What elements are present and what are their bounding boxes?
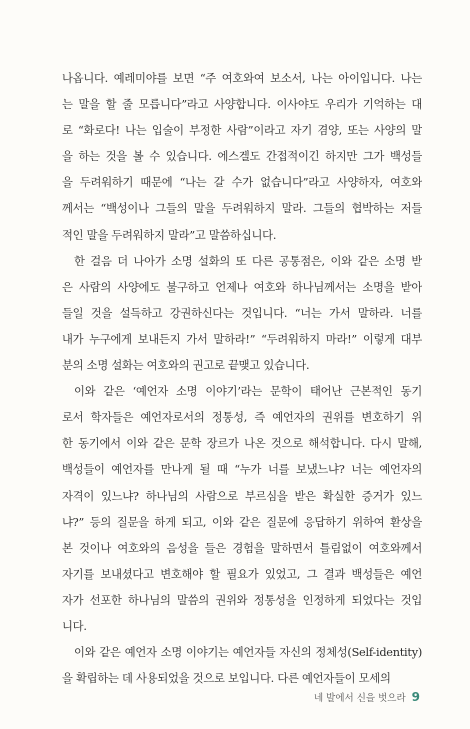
text-line: 들일 것을 설득하고 강권하신다는 것입니다. “너는 가서 말하라. 너를 (62, 306, 422, 320)
text-line: 한 동기에서 이와 같은 문학 장르가 나온 것으로 해석합니다. 다시 말해, (62, 437, 422, 451)
text-line: 내가 누구에게 보내든지 가서 말하라!” “두려워하지 마라!” 이렇게 대부 (62, 332, 422, 346)
text-line: 백성들이 예언자를 만나게 될 때 “누가 너를 보냈느냐? 너는 예언자의 (62, 463, 422, 477)
text-line: 로서 학자들은 예언자로서의 정통성, 즉 예언자의 권위를 변호하기 위 (62, 411, 422, 425)
text-line: 니다. (62, 619, 87, 633)
text-line: 한 걸음 더 나아가 소명 설화의 또 다른 공통점은, 이와 같은 소명 받 (74, 254, 422, 268)
text-line: 자가 선포한 하나님의 말씀의 권위와 정통성을 인정하게 되었다는 것입 (62, 593, 422, 607)
text-line: 는 말을 할 줄 모릅니다”라고 사양합니다. 이사야도 우리가 기억하는 대 (62, 98, 422, 112)
text-line: 본 것이나 여호와의 음성을 들은 경험을 말하면서 틀림없이 여호와께서 (62, 541, 422, 555)
running-title: 네 발에서 신을 벗으라 (313, 693, 406, 704)
page-footer (314, 690, 420, 704)
paragraph (62, 640, 422, 692)
text-line: 께서는 “백성이나 그들의 말을 두려워하지 말라. 그들의 협박하는 저들 (62, 202, 422, 216)
text-line: 이와 같은 예언자 소명 이야기는 예언자들 자신의 정체성(Self-identity) (74, 646, 422, 660)
text-line: 자기를 보내셨다고 변호해야 할 필요가 있었고, 그 결과 백성들은 예언 (62, 567, 422, 581)
text-line: 을 두려워하기 때문에 “나는 갈 수가 없습니다”라고 사양하자, 여호와 (62, 176, 422, 190)
text-line: 을 하는 것을 볼 수 있습니다. 에스겔도 간접적이긴 하지만 그가 백성들 (62, 150, 422, 164)
paragraph (62, 249, 422, 379)
text-line: 자격이 있느냐? 하나님의 사람으로 부르심을 받은 확실한 증거가 있느 (62, 489, 422, 503)
page-number: 9 (411, 690, 420, 704)
body-text (62, 66, 422, 692)
text-line: 이와 같은 ‘예언자 소명 이야기’라는 문학이 태어난 근본적인 동기 (74, 385, 422, 399)
text-line: 나옵니다. 예레미야를 보면 “주 여호와여 보소서, 나는 아이입니다. 나는 (62, 72, 422, 85)
text-line: 분의 소명 설화는 여호와의 권고로 끝맺고 있습니다. (62, 359, 310, 373)
text-line: 은 사람의 사양에도 불구하고 언제나 여호와 하나님께서는 소명을 받아 (62, 280, 422, 294)
text-line: 적인 말을 두려워하지 말라”고 말씀하십니다. (62, 228, 277, 242)
text-line: 냐?” 등의 질문을 하게 되고, 이와 같은 질문에 응답하기 위하여 환상을 (62, 515, 422, 529)
text-line: 로 “화로다! 나는 입술이 부정한 사람”이라고 자기 겸양, 또는 사양의 말 (62, 124, 422, 138)
paragraph (62, 379, 422, 640)
paragraph (62, 66, 422, 249)
text-line: 을 확립하는 데 사용되었을 것으로 보입니다. 다른 예언자들이 모세의 (62, 672, 391, 686)
